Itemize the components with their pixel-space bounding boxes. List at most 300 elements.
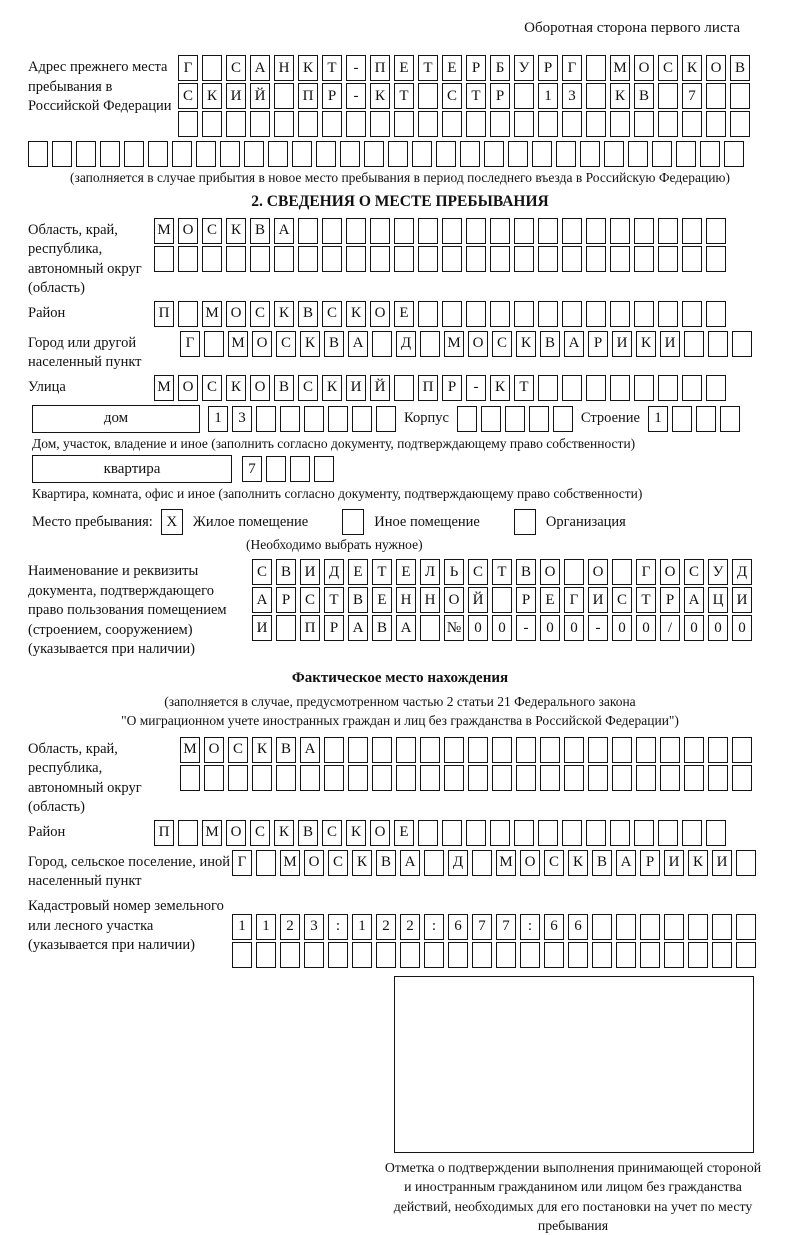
char-box[interactable]: Н (420, 587, 440, 613)
char-box[interactable]: А (250, 55, 270, 81)
char-box[interactable] (466, 820, 486, 846)
char-box[interactable] (290, 456, 310, 482)
char-box[interactable] (696, 406, 716, 432)
char-box[interactable] (228, 765, 248, 791)
checkbox-zhiloe[interactable]: X (161, 509, 183, 535)
char-box[interactable]: 7 (682, 83, 702, 109)
char-box[interactable]: 1 (256, 914, 276, 940)
char-box[interactable] (400, 942, 420, 968)
char-box[interactable]: Р (640, 850, 660, 876)
char-box[interactable] (388, 141, 408, 167)
char-box[interactable] (304, 406, 324, 432)
char-box[interactable] (514, 83, 534, 109)
char-box[interactable]: 1 (208, 406, 228, 432)
char-box[interactable]: Г (178, 55, 198, 81)
char-box[interactable]: Д (324, 559, 344, 585)
char-box[interactable] (436, 141, 456, 167)
char-box[interactable] (178, 246, 198, 272)
char-box[interactable]: Г (232, 850, 252, 876)
char-box[interactable]: О (304, 850, 324, 876)
char-box[interactable]: Е (394, 301, 414, 327)
char-box[interactable] (76, 141, 96, 167)
char-box[interactable] (720, 406, 740, 432)
char-box[interactable]: 0 (468, 615, 488, 641)
char-box[interactable] (204, 331, 224, 357)
char-box[interactable]: Е (372, 587, 392, 613)
char-box[interactable] (682, 820, 702, 846)
char-box[interactable]: 1 (538, 83, 558, 109)
char-box[interactable] (484, 141, 504, 167)
char-box[interactable] (684, 737, 704, 763)
char-box[interactable] (492, 737, 512, 763)
char-box[interactable]: С (250, 301, 270, 327)
char-box[interactable] (516, 765, 536, 791)
char-box[interactable]: К (610, 83, 630, 109)
char-box[interactable]: С (658, 55, 678, 81)
char-box[interactable] (586, 301, 606, 327)
char-box[interactable] (420, 331, 440, 357)
char-box[interactable] (532, 141, 552, 167)
char-box[interactable]: В (348, 587, 368, 613)
char-box[interactable] (588, 737, 608, 763)
char-box[interactable]: Й (250, 83, 270, 109)
char-box[interactable] (466, 246, 486, 272)
char-box[interactable] (538, 375, 558, 401)
char-box[interactable] (520, 942, 540, 968)
char-box[interactable] (372, 765, 392, 791)
char-box[interactable] (442, 218, 462, 244)
char-box[interactable]: Й (468, 587, 488, 613)
char-box[interactable]: О (252, 331, 272, 357)
char-box[interactable]: С (276, 331, 296, 357)
char-box[interactable] (412, 141, 432, 167)
char-box[interactable]: О (178, 218, 198, 244)
char-box[interactable] (424, 942, 444, 968)
char-box[interactable]: В (376, 850, 396, 876)
char-box[interactable] (658, 218, 678, 244)
char-box[interactable] (538, 111, 558, 137)
char-box[interactable]: К (636, 331, 656, 357)
char-box[interactable] (508, 141, 528, 167)
char-box[interactable]: С (468, 559, 488, 585)
char-box[interactable] (682, 246, 702, 272)
char-box[interactable] (172, 141, 192, 167)
char-box[interactable] (346, 246, 366, 272)
char-box[interactable] (226, 111, 246, 137)
char-box[interactable] (592, 914, 612, 940)
char-box[interactable] (732, 331, 752, 357)
char-box[interactable] (730, 83, 750, 109)
char-box[interactable] (468, 737, 488, 763)
char-box[interactable]: Е (540, 587, 560, 613)
char-box[interactable] (316, 141, 336, 167)
char-box[interactable]: К (298, 55, 318, 81)
char-box[interactable]: Е (348, 559, 368, 585)
char-box[interactable]: Р (442, 375, 462, 401)
char-box[interactable] (562, 820, 582, 846)
char-box[interactable]: Т (394, 83, 414, 109)
char-box[interactable] (732, 737, 752, 763)
char-box[interactable] (676, 141, 696, 167)
char-box[interactable]: П (154, 301, 174, 327)
char-box[interactable] (490, 246, 510, 272)
char-box[interactable] (586, 83, 606, 109)
char-box[interactable]: С (226, 55, 246, 81)
char-box[interactable] (444, 737, 464, 763)
char-box[interactable] (466, 218, 486, 244)
char-box[interactable] (322, 111, 342, 137)
char-box[interactable]: Р (490, 83, 510, 109)
char-box[interactable]: С (322, 820, 342, 846)
char-box[interactable] (370, 218, 390, 244)
char-box[interactable] (490, 111, 510, 137)
char-box[interactable] (634, 218, 654, 244)
char-box[interactable]: К (346, 820, 366, 846)
char-box[interactable]: 0 (612, 615, 632, 641)
char-box[interactable]: 7 (242, 456, 262, 482)
char-box[interactable] (372, 737, 392, 763)
char-box[interactable]: К (252, 737, 272, 763)
char-box[interactable] (420, 615, 440, 641)
char-box[interactable] (688, 942, 708, 968)
char-box[interactable] (732, 765, 752, 791)
char-box[interactable]: Т (492, 559, 512, 585)
char-box[interactable] (346, 111, 366, 137)
char-box[interactable] (250, 246, 270, 272)
char-box[interactable] (178, 301, 198, 327)
char-box[interactable]: М (496, 850, 516, 876)
char-box[interactable] (490, 301, 510, 327)
char-box[interactable] (682, 218, 702, 244)
char-box[interactable]: К (322, 375, 342, 401)
char-box[interactable] (556, 141, 576, 167)
char-box[interactable]: А (400, 850, 420, 876)
char-box[interactable] (634, 246, 654, 272)
char-box[interactable] (540, 737, 560, 763)
char-box[interactable] (640, 914, 660, 940)
char-box[interactable] (490, 218, 510, 244)
char-box[interactable] (100, 141, 120, 167)
char-box[interactable] (660, 765, 680, 791)
char-box[interactable]: И (252, 615, 272, 641)
char-box[interactable]: О (468, 331, 488, 357)
char-box[interactable]: Т (322, 55, 342, 81)
char-box[interactable]: В (274, 375, 294, 401)
char-box[interactable] (538, 301, 558, 327)
char-box[interactable] (706, 820, 726, 846)
char-box[interactable]: К (226, 375, 246, 401)
char-box[interactable]: А (274, 218, 294, 244)
char-box[interactable] (420, 765, 440, 791)
char-box[interactable] (604, 141, 624, 167)
char-box[interactable]: О (540, 559, 560, 585)
char-box[interactable]: 6 (568, 914, 588, 940)
char-box[interactable]: С (250, 820, 270, 846)
char-box[interactable]: Р (538, 55, 558, 81)
char-box[interactable] (280, 942, 300, 968)
char-box[interactable] (298, 246, 318, 272)
char-box[interactable]: М (154, 375, 174, 401)
char-box[interactable]: Ь (444, 559, 464, 585)
char-box[interactable] (394, 375, 414, 401)
char-box[interactable] (514, 301, 534, 327)
char-box[interactable] (514, 218, 534, 244)
char-box[interactable]: Р (660, 587, 680, 613)
char-box[interactable] (460, 141, 480, 167)
char-box[interactable] (418, 83, 438, 109)
char-box[interactable]: : (520, 914, 540, 940)
char-box[interactable] (490, 820, 510, 846)
char-box[interactable]: 3 (304, 914, 324, 940)
char-box[interactable] (328, 406, 348, 432)
char-box[interactable]: С (300, 587, 320, 613)
char-box[interactable]: А (348, 331, 368, 357)
char-box[interactable]: К (490, 375, 510, 401)
char-box[interactable]: А (252, 587, 272, 613)
char-box[interactable]: В (276, 737, 296, 763)
char-box[interactable]: В (634, 83, 654, 109)
char-box[interactable] (220, 141, 240, 167)
char-box[interactable] (442, 246, 462, 272)
char-box[interactable]: А (616, 850, 636, 876)
char-box[interactable]: К (300, 331, 320, 357)
char-box[interactable] (708, 765, 728, 791)
char-box[interactable] (372, 331, 392, 357)
char-box[interactable] (586, 55, 606, 81)
char-box[interactable] (636, 737, 656, 763)
char-box[interactable]: Ц (708, 587, 728, 613)
char-box[interactable]: 0 (708, 615, 728, 641)
char-box[interactable]: И (664, 850, 684, 876)
char-box[interactable]: П (154, 820, 174, 846)
char-box[interactable]: Р (324, 615, 344, 641)
char-box[interactable] (418, 218, 438, 244)
char-box[interactable]: М (610, 55, 630, 81)
char-box[interactable]: М (202, 301, 222, 327)
char-box[interactable] (658, 820, 678, 846)
char-box[interactable] (348, 765, 368, 791)
char-box[interactable]: И (660, 331, 680, 357)
char-box[interactable] (736, 850, 756, 876)
char-box[interactable] (418, 301, 438, 327)
char-box[interactable] (154, 246, 174, 272)
char-box[interactable] (580, 141, 600, 167)
char-box[interactable] (256, 406, 276, 432)
char-box[interactable]: 0 (492, 615, 512, 641)
char-box[interactable]: - (466, 375, 486, 401)
char-box[interactable] (298, 111, 318, 137)
char-box[interactable] (256, 942, 276, 968)
char-box[interactable] (706, 246, 726, 272)
char-box[interactable] (232, 942, 252, 968)
char-box[interactable]: 0 (540, 615, 560, 641)
char-box[interactable]: О (634, 55, 654, 81)
char-box[interactable] (610, 218, 630, 244)
char-box[interactable] (472, 850, 492, 876)
char-box[interactable] (202, 111, 222, 137)
char-box[interactable]: 1 (648, 406, 668, 432)
char-box[interactable]: В (372, 615, 392, 641)
char-box[interactable] (340, 141, 360, 167)
char-box[interactable] (586, 375, 606, 401)
char-box[interactable] (514, 820, 534, 846)
char-box[interactable] (394, 111, 414, 137)
char-box[interactable]: О (178, 375, 198, 401)
char-box[interactable] (376, 406, 396, 432)
char-box[interactable]: О (660, 559, 680, 585)
char-box[interactable]: У (708, 559, 728, 585)
char-box[interactable] (706, 301, 726, 327)
char-box[interactable] (276, 765, 296, 791)
char-box[interactable] (266, 456, 286, 482)
char-box[interactable] (700, 141, 720, 167)
char-box[interactable] (268, 141, 288, 167)
char-box[interactable]: О (370, 820, 390, 846)
char-box[interactable] (424, 850, 444, 876)
char-box[interactable]: : (328, 914, 348, 940)
char-box[interactable]: Г (562, 55, 582, 81)
char-box[interactable] (292, 141, 312, 167)
char-box[interactable]: С (684, 559, 704, 585)
char-box[interactable] (688, 914, 708, 940)
char-box[interactable] (634, 375, 654, 401)
char-box[interactable]: Е (442, 55, 462, 81)
char-box[interactable]: В (298, 301, 318, 327)
char-box[interactable]: О (520, 850, 540, 876)
char-box[interactable]: С (178, 83, 198, 109)
char-box[interactable]: Р (276, 587, 296, 613)
char-box[interactable] (616, 942, 636, 968)
char-box[interactable] (300, 765, 320, 791)
char-box[interactable] (496, 942, 516, 968)
char-box[interactable]: В (540, 331, 560, 357)
char-box[interactable]: Д (448, 850, 468, 876)
char-box[interactable] (672, 406, 692, 432)
char-box[interactable]: Б (490, 55, 510, 81)
char-box[interactable]: И (588, 587, 608, 613)
char-box[interactable] (736, 914, 756, 940)
char-box[interactable] (324, 737, 344, 763)
char-box[interactable] (634, 820, 654, 846)
char-box[interactable] (628, 141, 648, 167)
char-box[interactable]: С (202, 218, 222, 244)
char-box[interactable]: Д (732, 559, 752, 585)
char-box[interactable]: О (370, 301, 390, 327)
char-box[interactable] (52, 141, 72, 167)
char-box[interactable] (418, 820, 438, 846)
char-box[interactable] (394, 218, 414, 244)
char-box[interactable]: 0 (684, 615, 704, 641)
char-box[interactable] (298, 218, 318, 244)
char-box[interactable] (612, 737, 632, 763)
char-box[interactable] (529, 406, 549, 432)
char-box[interactable]: В (592, 850, 612, 876)
char-box[interactable]: У (514, 55, 534, 81)
char-box[interactable]: Е (396, 559, 416, 585)
char-box[interactable] (684, 765, 704, 791)
char-box[interactable] (664, 914, 684, 940)
char-box[interactable] (706, 83, 726, 109)
char-box[interactable]: М (202, 820, 222, 846)
char-box[interactable]: О (226, 820, 246, 846)
char-box[interactable]: В (250, 218, 270, 244)
char-box[interactable]: Т (466, 83, 486, 109)
char-box[interactable] (472, 942, 492, 968)
char-box[interactable]: П (300, 615, 320, 641)
char-box[interactable]: Н (274, 55, 294, 81)
char-box[interactable]: Р (322, 83, 342, 109)
char-box[interactable]: И (346, 375, 366, 401)
char-box[interactable]: С (328, 850, 348, 876)
char-box[interactable] (252, 765, 272, 791)
char-box[interactable]: 7 (496, 914, 516, 940)
char-box[interactable] (652, 141, 672, 167)
char-box[interactable]: 2 (376, 914, 396, 940)
char-box[interactable]: № (444, 615, 464, 641)
char-box[interactable] (420, 737, 440, 763)
char-box[interactable] (148, 141, 168, 167)
char-box[interactable] (352, 942, 372, 968)
char-box[interactable]: С (612, 587, 632, 613)
char-box[interactable] (442, 301, 462, 327)
char-box[interactable] (274, 83, 294, 109)
char-box[interactable] (250, 111, 270, 137)
char-box[interactable]: И (612, 331, 632, 357)
char-box[interactable]: С (298, 375, 318, 401)
char-box[interactable]: Т (418, 55, 438, 81)
char-box[interactable]: А (300, 737, 320, 763)
char-box[interactable] (562, 111, 582, 137)
char-box[interactable] (658, 375, 678, 401)
char-box[interactable]: А (684, 587, 704, 613)
char-box[interactable] (505, 406, 525, 432)
char-box[interactable] (444, 765, 464, 791)
char-box[interactable]: 6 (544, 914, 564, 940)
char-box[interactable] (304, 942, 324, 968)
char-box[interactable] (280, 406, 300, 432)
char-box[interactable] (568, 942, 588, 968)
char-box[interactable] (612, 765, 632, 791)
char-box[interactable] (196, 141, 216, 167)
char-box[interactable] (553, 406, 573, 432)
char-box[interactable] (442, 111, 462, 137)
char-box[interactable] (394, 246, 414, 272)
char-box[interactable]: Л (420, 559, 440, 585)
char-box[interactable]: - (516, 615, 536, 641)
char-box[interactable]: А (396, 615, 416, 641)
char-box[interactable]: П (418, 375, 438, 401)
char-box[interactable] (724, 141, 744, 167)
char-box[interactable]: И (732, 587, 752, 613)
char-box[interactable] (610, 375, 630, 401)
char-box[interactable]: П (298, 83, 318, 109)
char-box[interactable] (418, 246, 438, 272)
char-box[interactable] (256, 850, 276, 876)
char-box[interactable]: О (706, 55, 726, 81)
char-box[interactable] (616, 914, 636, 940)
char-box[interactable]: Р (516, 587, 536, 613)
char-box[interactable]: К (688, 850, 708, 876)
char-box[interactable]: С (322, 301, 342, 327)
char-box[interactable]: К (516, 331, 536, 357)
char-box[interactable] (610, 111, 630, 137)
char-box[interactable] (481, 406, 501, 432)
char-box[interactable] (514, 111, 534, 137)
char-box[interactable]: Т (514, 375, 534, 401)
char-box[interactable]: М (154, 218, 174, 244)
char-box[interactable]: К (274, 301, 294, 327)
char-box[interactable]: Г (636, 559, 656, 585)
